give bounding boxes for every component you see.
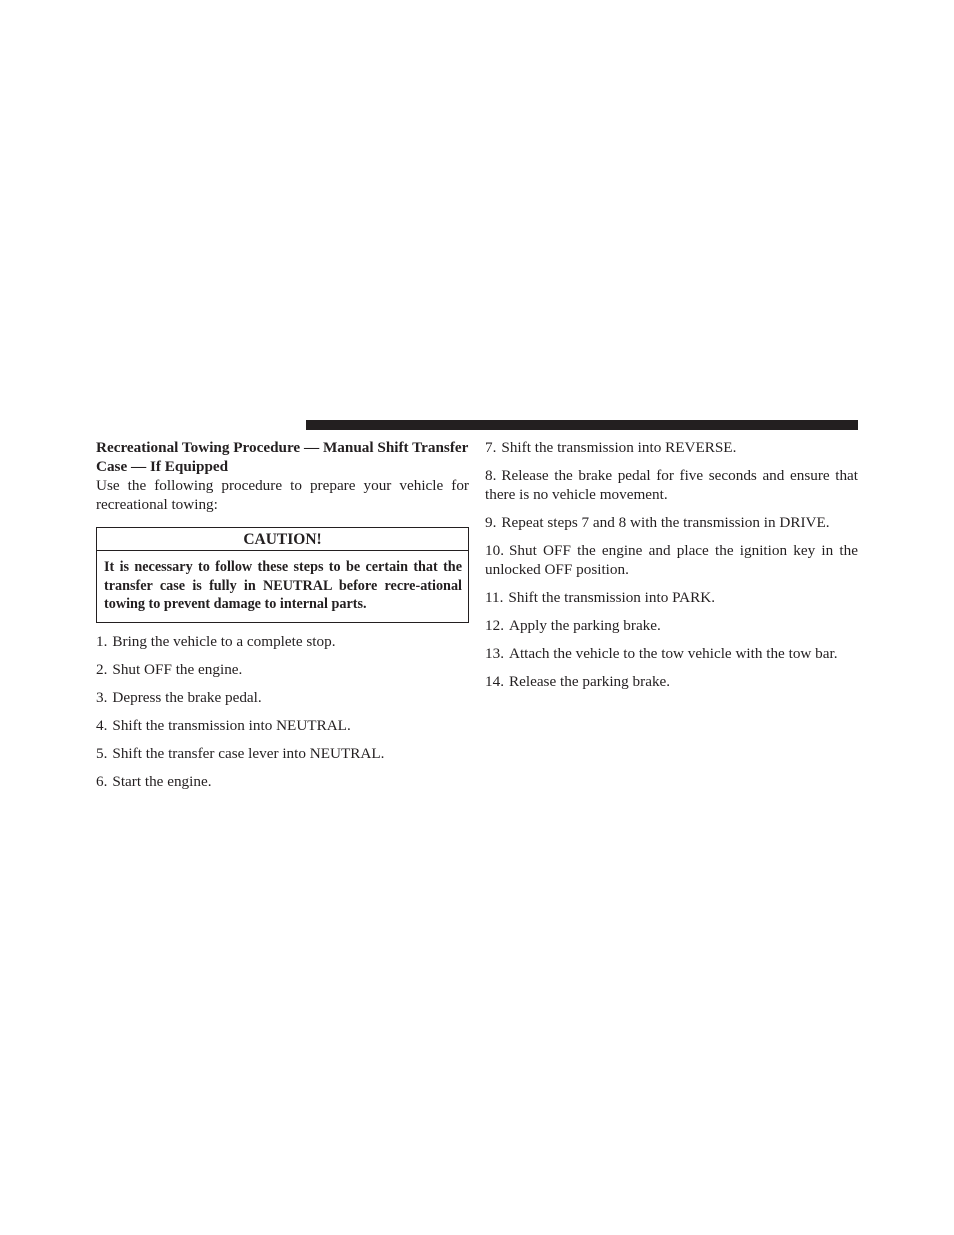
caution-title: CAUTION! bbox=[97, 528, 468, 551]
list-item bbox=[485, 541, 858, 579]
list-item bbox=[485, 588, 858, 607]
steps-list-right bbox=[485, 438, 858, 691]
step-text: Attach the vehicle to the tow vehicle with the tow bar. bbox=[508, 645, 838, 662]
steps-list-left bbox=[96, 632, 469, 791]
step-text: Shut OFF the engine and place the ignition key in the unlocked OFF position. bbox=[485, 542, 858, 578]
header-rule-bar bbox=[306, 420, 858, 430]
list-item bbox=[485, 616, 858, 635]
step-number: 13. bbox=[485, 645, 504, 662]
step-text: Shift the transfer case lever into NEUTRAL. bbox=[112, 744, 385, 762]
step-text: Release the parking brake. bbox=[508, 673, 671, 690]
step-text: Start the engine. bbox=[112, 772, 212, 790]
left-column bbox=[96, 438, 469, 800]
step-text: Shut OFF the engine. bbox=[112, 660, 243, 678]
step-text: Apply the parking brake. bbox=[508, 617, 661, 634]
step-number: 10. bbox=[485, 542, 504, 559]
list-item bbox=[485, 438, 858, 457]
caution-box bbox=[96, 527, 469, 623]
step-number: 4. bbox=[96, 716, 108, 734]
list-item bbox=[96, 716, 469, 735]
list-item bbox=[96, 632, 469, 651]
step-number: 1. bbox=[96, 632, 108, 650]
step-text: Shift the transmission into PARK. bbox=[508, 589, 716, 606]
step-number: 3. bbox=[96, 688, 108, 706]
step-number: 12. bbox=[485, 617, 504, 634]
list-item bbox=[96, 744, 469, 763]
step-number: 5. bbox=[96, 744, 108, 762]
step-text: Repeat steps 7 and 8 with the transmission in DRIVE. bbox=[501, 514, 830, 531]
list-item bbox=[485, 513, 858, 532]
step-number: 7. bbox=[485, 439, 497, 456]
list-item bbox=[485, 672, 858, 691]
step-text: Shift the transmission into REVERSE. bbox=[501, 439, 737, 456]
section-title: Recreational Towing Procedure — Manual Shift Transfer Case — If Equipped bbox=[96, 439, 469, 475]
step-text: Depress the brake pedal. bbox=[112, 688, 262, 706]
caution-text: It is necessary to follow these steps to be certain that the transfer case is fully in NEUTRAL before recre-ational towing to prevent damage to internal parts. bbox=[104, 559, 462, 612]
list-item bbox=[485, 466, 858, 504]
intro-paragraph: Use the following procedure to prepare your vehicle for recreational towing: bbox=[96, 477, 469, 513]
right-column bbox=[485, 438, 858, 700]
step-number: 8. bbox=[485, 467, 497, 484]
list-item bbox=[96, 688, 469, 707]
list-item bbox=[96, 660, 469, 679]
list-item bbox=[96, 772, 469, 791]
step-text: Release the brake pedal for five seconds and ensure that there is no vehicle movement. bbox=[485, 467, 858, 503]
step-number: 6. bbox=[96, 772, 108, 790]
step-number: 11. bbox=[485, 589, 504, 606]
list-item bbox=[485, 644, 858, 663]
step-text: Bring the vehicle to a complete stop. bbox=[112, 632, 336, 650]
step-number: 9. bbox=[485, 514, 497, 531]
step-text: Shift the transmission into NEUTRAL. bbox=[112, 716, 351, 734]
step-number: 2. bbox=[96, 660, 108, 678]
step-number: 14. bbox=[485, 673, 504, 690]
